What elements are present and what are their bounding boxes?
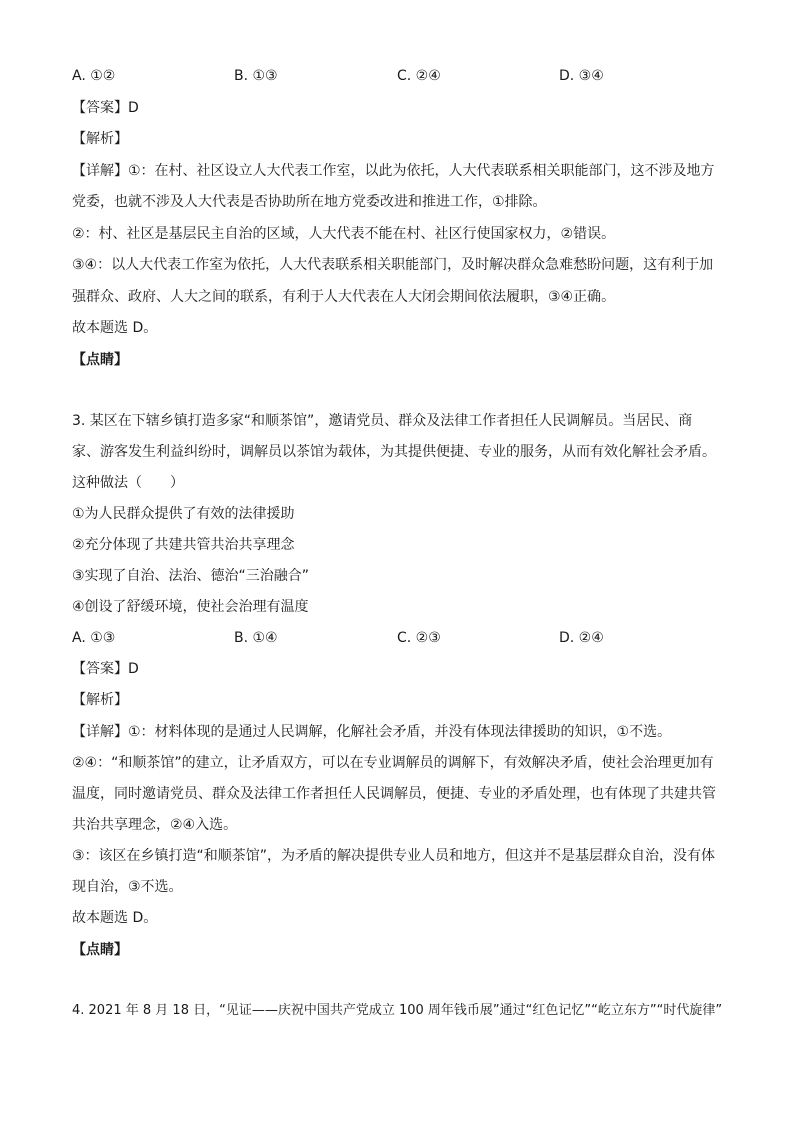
q3-detail-line: 共治共享理念，②④入选。 xyxy=(72,817,238,833)
q2-detail-line: 【详解】①：在村、社区设立人大代表工作室，以此为依托，人大代表联系相关职能部门，这不涉及地方 xyxy=(72,163,715,179)
q3-statement: ②充分体现了共建共管共治共享理念 xyxy=(72,537,295,553)
q3-answer: 【答案】D xyxy=(72,661,139,677)
q3-detail-line: ③：该区在乡镇打造“和顺茶馆”，为矛盾的解决提供专业人员和地方，但这并不是基层群众自治，没有体 xyxy=(72,848,716,864)
q2-detail-line: ③④：以人大代表工作室为依托，人大代表联系相关职能部门，及时解决群众急难愁盼问题，这有利于加 xyxy=(72,257,714,273)
q2-options xyxy=(72,66,732,86)
q3-option-c: C. ②③ xyxy=(397,630,441,646)
q3-statement: ③实现了自治、法治、德治“三治融合” xyxy=(72,568,310,584)
q2-detail-line: 故本题选 D。 xyxy=(72,320,158,336)
q3-option-b: B. ①④ xyxy=(234,630,278,646)
q3-stem-line: 这种做法（ ） xyxy=(72,475,184,491)
q3-options xyxy=(72,628,732,648)
q3-option-d: D. ②④ xyxy=(559,630,604,646)
q3-detail-line: 故本题选 D。 xyxy=(72,910,158,926)
q2-detail-line: ②：村、社区是基层民主自治的区域，人大代表不能在村、社区行使国家权力，②错误。 xyxy=(72,226,616,242)
q3-statement: ①为人民群众提供了有效的法律援助 xyxy=(72,506,295,522)
q4-stem-line: 4. 2021 年 8 月 18 日，“见证——庆祝中国共产党成立 100 周年钱币展”通过“红色记忆”“屹立东方”“时代旋律” xyxy=(72,1003,723,1018)
q2-option-d: D. ③④ xyxy=(559,68,604,84)
q2-detail-line: 党委，也就不涉及人大代表是否协助所在地方党委改进和推进工作，①排除。 xyxy=(72,194,547,210)
q3-detail-line: 【详解】①：材料体现的是通过人民调解，化解社会矛盾，并没有体现法律援助的知识，①不选。 xyxy=(72,724,672,740)
q3-detail-line: 温度，同时邀请党员、群众及法律工作者担任人民调解员，便捷、专业的矛盾处理，也有体现了共建共管 xyxy=(72,786,716,802)
q2-option-b: B. ①③ xyxy=(234,68,278,84)
q3-stem-line: 家、游客发生利益纠纷时，调解员以茶馆为载体，为其提供便捷、专业的服务，从而有效化解社会矛盾。 xyxy=(72,444,716,460)
q3-detail-line: ②④：“和顺茶馆”的建立，让矛盾双方，可以在专业调解员的调解下，有效解决矛盾，使社会治理更加有 xyxy=(72,755,714,771)
q3-option-a: A. ①③ xyxy=(72,630,116,646)
q2-option-a: A. ①② xyxy=(72,68,116,84)
q3-stem-line: 3. 某区在下辖乡镇打造多家“和顺茶馆”，邀请党员、群众及法律工作者担任人民调解员。当居民、商 xyxy=(72,413,693,429)
q2-option-c: C. ②④ xyxy=(397,68,441,84)
q3-statement: ④创设了舒缓环境，使社会治理有温度 xyxy=(72,599,309,615)
q3-analysis-heading: 【解析】 xyxy=(72,692,128,708)
q2-detail-line: 强群众、政府、人大之间的联系，有利于人大代表在人大闭会期间依法履职，③④正确。 xyxy=(72,289,616,305)
q2-analysis-heading: 【解析】 xyxy=(72,131,128,147)
q2-answer: 【答案】D xyxy=(72,100,139,116)
q3-comment-heading: 【点睛】 xyxy=(72,942,128,958)
q2-comment-heading: 【点睛】 xyxy=(72,352,128,368)
q3-detail-line: 现自治，③不选。 xyxy=(72,879,183,895)
